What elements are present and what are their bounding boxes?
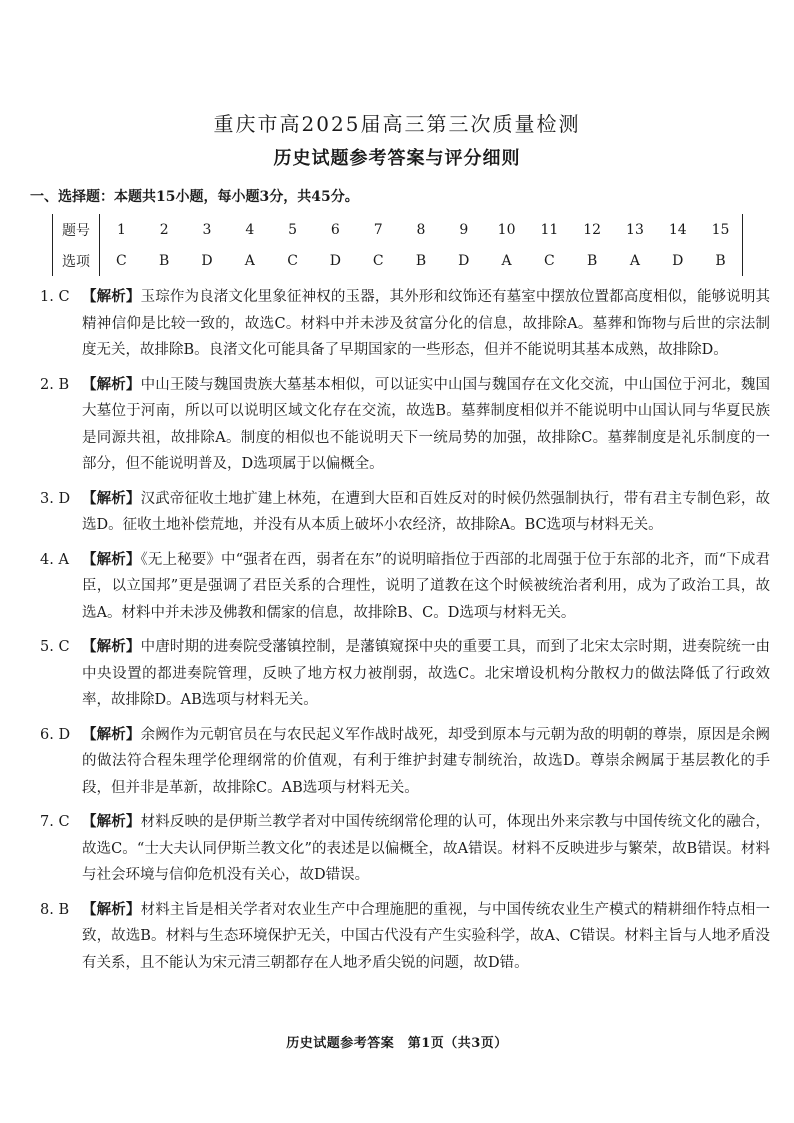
explanation-item <box>30 284 770 364</box>
question-number-row <box>53 214 743 245</box>
explanation-item <box>30 897 770 977</box>
analysis-tag: 【解析】 <box>82 550 141 568</box>
answer-row <box>53 245 743 276</box>
answer-cell: C <box>116 252 127 269</box>
explanation-text: 《无上秘要》中“强者在西，弱者在东”的说明暗指位于西部的北周强于位于东部的北齐，而“下成君臣，以立国邦”更是强调了君臣关系的合理性，说明了道教在这个时候被统治者利用，成为了政治工具，故选A。材料中并未涉及佛教和儒家的信息，故排除B、C。D选项与材料无关。 <box>82 551 770 621</box>
analysis-tag: 【解析】 <box>82 489 141 507</box>
question-answer-label: 8. B <box>40 901 70 918</box>
explanation-text: 中唐时期的进奏院受藩镇控制，是藩镇窥探中央的重要工具，而到了北宋太宗时期，进奏院统一由中央设置的都进奏院管理，反映了地方权力被削弱，故选C。北宋增设机构分散权力的做法降低了行政效率，故排除D。AB选项与材料无关。 <box>82 639 771 708</box>
explanation-text: 汉武帝征收土地扩建上林苑，在遭到大臣和百姓反对的时候仍然强制执行，带有君主专制色彩，故选D。征收土地补偿荒地，并没有从本质上破坏小农经济，故排除A。BC选项与材料无关。 <box>82 490 771 533</box>
answer-cell: D <box>672 252 684 269</box>
answer-cell: B <box>587 252 598 269</box>
answer-cell: C <box>372 252 384 269</box>
question-number-cell: 14 <box>668 221 687 238</box>
answer-cell: C <box>544 252 555 269</box>
question-number-cell: 9 <box>459 221 469 238</box>
question-answer-label: 2. B <box>40 376 70 393</box>
explanation-item <box>30 809 770 889</box>
analysis-tag: 【解析】 <box>82 900 141 918</box>
answer-cell: B <box>699 245 742 276</box>
answer-table <box>52 214 743 276</box>
question-number-cell: 8 <box>416 221 426 238</box>
question-number-cell: 12 <box>583 221 602 238</box>
question-number-cell: 6 <box>330 221 340 238</box>
section-heading: 一、选择题：本题共15小题，每小题3分，共45分。 <box>30 189 359 205</box>
answer-cell: A <box>629 252 641 269</box>
explanation-item <box>30 634 770 714</box>
answer-cell: C <box>287 252 298 269</box>
analysis-tag: 【解析】 <box>82 638 141 655</box>
answer-cell: D <box>458 252 470 269</box>
question-answer-label: 7. C <box>40 814 70 830</box>
answer-cell: D <box>201 252 213 269</box>
question-number-cell: 5 <box>288 221 298 238</box>
answer-cell: B <box>159 252 170 269</box>
analysis-tag: 【解析】 <box>82 725 141 743</box>
question-number-header: 题号 <box>53 214 100 245</box>
explanation-item <box>30 722 770 802</box>
analysis-tag: 【解析】 <box>82 375 141 393</box>
answer-cell: D <box>329 252 341 269</box>
analysis-tag: 【解析】 <box>82 813 141 830</box>
explanation-text: 材料反映的是伊斯兰教学者对中国传统纲常伦理的认可，体现出外来宗教与中国传统文化的融合，故选C。“士大夫认同伊斯兰教文化”的表述是以偏概全，故A错误。材料不反映进步与繁荣，故B错误。材料与社会环境与信仰危机没有关心，故D错误。 <box>82 814 771 883</box>
explanation-text: 中山王陵与魏国贵族大墓基本相似，可以证实中山国与魏国存在文化交流，中山国位于河北，魏国大墓位于河南，所以可以说明区域文化存在交流，故选B。墓葬制度相似并不能说明中山国认同与华夏民族是同源共祖，故排除A。制度的相似也不能说明天下一统局势的加强，故排除C。墓葬制度是礼乐制度的一部分，但不能说明普及，D选项属于以偏概全。 <box>82 376 771 472</box>
question-number-cell: 10 <box>497 221 516 238</box>
answer-cell: A <box>501 252 512 269</box>
answer-header: 选项 <box>53 245 100 276</box>
explanation-text: 余阙作为元朝官员在与农民起义军作战时战死，却受到原本与元朝为敌的明朝的尊崇，原因是余阙的做法符合程朱理学伦理纲常的价值观，有利于维护封建专制统治，故选D。尊崇余阙属于基层教化的手段，但并非是革新，故排除C。AB选项与材料无关。 <box>82 726 771 796</box>
answer-cell: A <box>244 252 255 269</box>
question-number-cell: 15 <box>699 214 742 245</box>
question-number-cell: 4 <box>245 221 255 238</box>
page-title: 重庆市高2025届高三第三次质量检测 <box>213 112 581 136</box>
explanation-text: 玉琮作为良渚文化里象征神权的玉器，其外形和纹饰还有墓室中摆放位置都高度相似，能够说明其精神信仰是比较一致的，故选C。材料中并未涉及贫富分化的信息，故排除A。墓葬和饰物与后世的宗法制度无关，故排除B。良渚文化可能具备了早期国家的一些形态，但并不能说明其基本成熟，故排除D。 <box>82 289 771 358</box>
question-number-cell: 1 <box>116 221 126 238</box>
question-answer-label: 4. A <box>40 551 69 568</box>
question-number-cell: 11 <box>540 221 559 238</box>
question-answer-label: 3. D <box>40 490 71 507</box>
page-subtitle: 历史试题参考答案与评分细则 <box>273 148 521 169</box>
question-number-cell: 7 <box>373 221 383 238</box>
question-number-cell: 3 <box>202 221 212 238</box>
question-number-cell: 2 <box>159 221 169 238</box>
explanation-item <box>30 547 770 627</box>
explanation-list <box>30 284 770 984</box>
question-number-cell: 13 <box>626 221 644 238</box>
explanation-item <box>30 372 770 478</box>
question-answer-label: 1. C <box>40 289 70 305</box>
question-answer-label: 6. D <box>40 726 71 743</box>
explanation-text: 材料主旨是相关学者对农业生产中合理施肥的重视，与中国传统农业生产模式的精耕细作特点相一致，故选B。材料与生态环境保护无关，中国古代没有产生实验科学，故A、C错误。材料主旨与人地矛盾没有关系，且不能认为宋元清三朝都存在人地矛盾尖锐的问题，故D错。 <box>82 901 771 971</box>
question-answer-label: 5. C <box>40 639 70 655</box>
analysis-tag: 【解析】 <box>82 288 141 305</box>
page-footer: 历史试题参考答案 第1页（共3页） <box>286 1036 508 1051</box>
explanation-item <box>30 486 770 539</box>
answer-cell: B <box>415 252 427 269</box>
